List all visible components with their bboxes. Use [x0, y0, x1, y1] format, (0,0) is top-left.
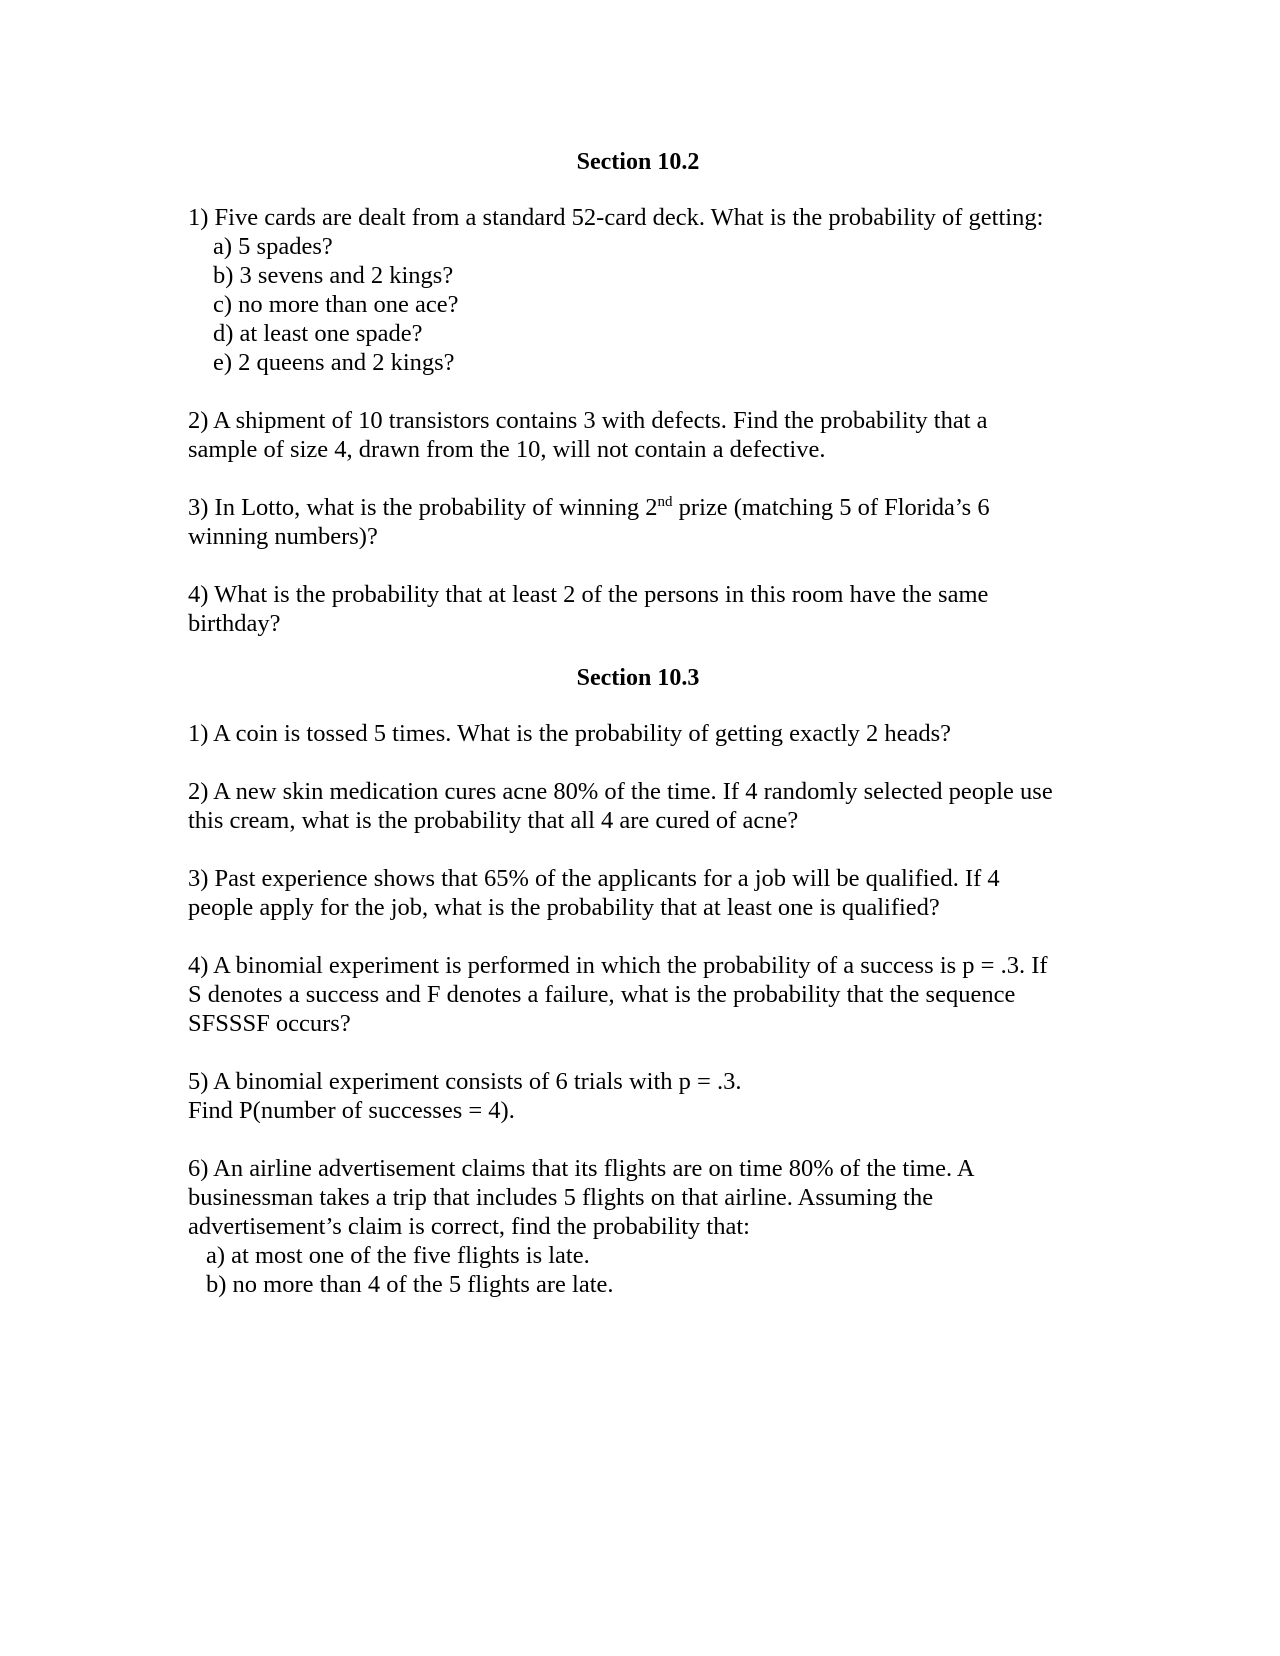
problem-10-3-4 — [188, 951, 1088, 1038]
problem-10-2-3 — [188, 493, 1088, 551]
problem-line: 4) A binomial experiment is performed in which the probability of a success is p = .3. If — [188, 952, 1048, 979]
problem-10-3-1 — [188, 719, 1088, 748]
subitem: a) 5 spades? — [213, 233, 333, 260]
subitem: c) no more than one ace? — [213, 291, 459, 318]
problem-line: 4) What is the probability that at least 2 of the persons in this room have the same — [188, 581, 989, 608]
problem-10-3-3 — [188, 864, 1088, 922]
problem-line: S denotes a success and F denotes a failure, what is the probability that the sequence — [188, 981, 1016, 1008]
subitem: b) no more than 4 of the 5 flights are late. — [206, 1271, 614, 1298]
problem-text-pre: 3) In Lotto, what is the probability of winning 2 — [188, 494, 658, 521]
problem-line: winning numbers)? — [188, 523, 378, 550]
problem-line: 6) An airline advertisement claims that its flights are on time 80% of the time. A — [188, 1155, 975, 1182]
problem-10-2-4 — [188, 580, 1088, 638]
subitem-list — [188, 1241, 1088, 1299]
subitem: b) 3 sevens and 2 kings? — [213, 262, 454, 289]
problem-line: 2) A new skin medication cures acne 80% of the time. If 4 randomly selected people use — [188, 778, 1053, 805]
ordinal-superscript: nd — [657, 493, 673, 510]
subitem: d) at least one spade? — [213, 320, 423, 347]
problem-line: this cream, what is the probability that all 4 are cured of acne? — [188, 807, 799, 834]
problem-10-2-1 — [188, 203, 1088, 377]
subitem: e) 2 queens and 2 kings? — [213, 349, 455, 376]
problem-10-3-2 — [188, 777, 1088, 835]
problem-line: advertisement’s claim is correct, find the probability that: — [188, 1213, 750, 1240]
problem-line: sample of size 4, drawn from the 10, will not contain a defective. — [188, 436, 826, 463]
subitem-list — [188, 232, 1088, 377]
problem-line: businessman takes a trip that includes 5 flights on that airline. Assuming the — [188, 1184, 934, 1211]
problem-10-3-5 — [188, 1067, 1088, 1125]
problem-line: 3) Past experience shows that 65% of the applicants for a job will be qualified. If 4 — [188, 865, 1000, 892]
section-title-10-3: Section 10.3 — [576, 665, 700, 691]
problem-text: 1) Five cards are dealt from a standard 52-card deck. What is the probability of getting: — [188, 204, 1044, 231]
problem-line: 5) A binomial experiment consists of 6 trials with p = .3. — [188, 1068, 742, 1095]
document-content — [188, 148, 1088, 1328]
section-title-10-2: Section 10.2 — [576, 149, 700, 175]
problem-line: Find P(number of successes = 4). — [188, 1097, 515, 1124]
problem-10-2-2 — [188, 406, 1088, 464]
problem-text-post: prize (matching 5 of Florida’s 6 — [672, 494, 990, 521]
problem-line: people apply for the job, what is the probability that at least one is qualified? — [188, 894, 940, 921]
problem-line — [188, 493, 1088, 522]
problem-line: 2) A shipment of 10 transistors contains 3 with defects. Find the probability that a — [188, 407, 988, 434]
problem-line: birthday? — [188, 610, 281, 637]
problem-line: 1) A coin is tossed 5 times. What is the probability of getting exactly 2 heads? — [188, 720, 951, 747]
problem-line: SFSSSF occurs? — [188, 1010, 351, 1037]
subitem: a) at most one of the five flights is late. — [206, 1242, 590, 1269]
problem-10-3-6 — [188, 1154, 1088, 1299]
